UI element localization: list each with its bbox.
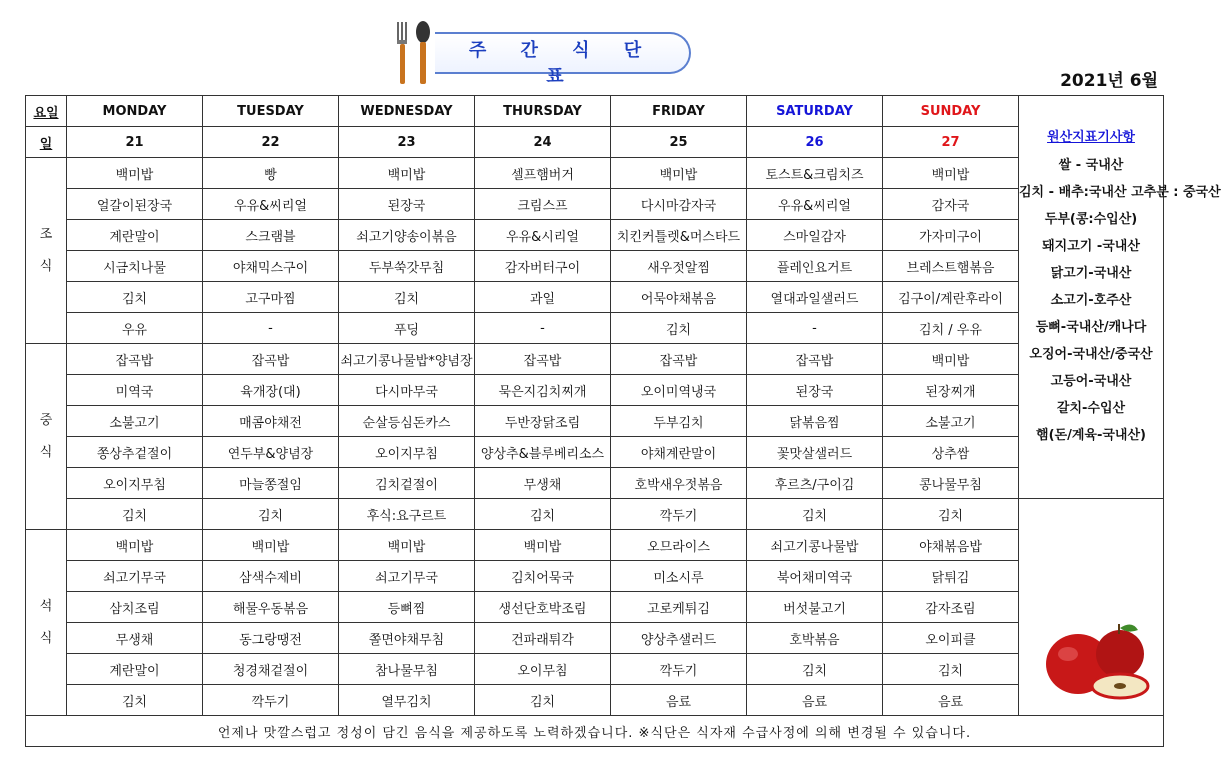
menu-cell: 삼치조림 bbox=[67, 592, 203, 623]
menu-cell: 닭볶음찜 bbox=[747, 406, 883, 437]
menu-cell: 다시마감자국 bbox=[611, 189, 747, 220]
menu-row bbox=[26, 189, 1164, 220]
menu-cell: 무생채 bbox=[67, 623, 203, 654]
menu-cell: 오이미역냉국 bbox=[611, 375, 747, 406]
menu-cell: 쫑상추겉절이 bbox=[67, 437, 203, 468]
fork-knife-icon bbox=[383, 18, 443, 86]
menu-cell: 북어채미역국 bbox=[747, 561, 883, 592]
origin-item: 햄(돈/계육-국내산) bbox=[1036, 428, 1146, 443]
menu-cell: 음료 bbox=[747, 685, 883, 716]
menu-cell: 오이피클 bbox=[883, 623, 1019, 654]
menu-cell: 김치어묵국 bbox=[475, 561, 611, 592]
menu-cell: 된장국 bbox=[747, 375, 883, 406]
menu-cell: 호박볶음 bbox=[747, 623, 883, 654]
menu-cell: 어묵야채볶음 bbox=[611, 282, 747, 313]
meal-label-char: 석 bbox=[39, 598, 53, 614]
menu-cell: 계란말이 bbox=[67, 654, 203, 685]
menu-cell: 김치 bbox=[203, 499, 339, 530]
day-header: TUESDAY bbox=[203, 96, 339, 127]
menu-cell: 감자국 bbox=[883, 189, 1019, 220]
footer-notice: 언제나 맛깔스럽고 정성이 담긴 음식을 제공하도록 노력하겠습니다. ※식단은 식자재 수급사정에 의해 변경될 수 있습니다. bbox=[26, 716, 1164, 747]
menu-cell: 잡곡밥 bbox=[611, 344, 747, 375]
menu-cell: 김치 bbox=[747, 499, 883, 530]
date-header: 23 bbox=[339, 127, 475, 158]
menu-cell: 참나물무침 bbox=[339, 654, 475, 685]
menu-cell: 잡곡밥 bbox=[203, 344, 339, 375]
menu-cell: 연두부&양념장 bbox=[203, 437, 339, 468]
menu-cell: 김치 / 우유 bbox=[883, 313, 1019, 344]
origin-item: 소고기-호주산 bbox=[1050, 293, 1132, 308]
origin-item: 닭고기-국내산 bbox=[1050, 266, 1132, 281]
meal-label bbox=[26, 158, 67, 344]
menu-cell: - bbox=[475, 313, 611, 344]
menu-cell: 상추쌈 bbox=[883, 437, 1019, 468]
date-header: 27 bbox=[883, 127, 1019, 158]
menu-cell: 깍두기 bbox=[611, 499, 747, 530]
origin-panel-space bbox=[1019, 592, 1164, 623]
menu-cell: 야채믹스구이 bbox=[203, 251, 339, 282]
menu-cell: 시금치나물 bbox=[67, 251, 203, 282]
menu-cell: 호박새우젓볶음 bbox=[611, 468, 747, 499]
menu-cell: 후르츠/구이김 bbox=[747, 468, 883, 499]
menu-cell: 등뼈찜 bbox=[339, 592, 475, 623]
menu-row bbox=[26, 437, 1164, 468]
menu-cell: 해물우동볶음 bbox=[203, 592, 339, 623]
menu-cell: 야채계란말이 bbox=[611, 437, 747, 468]
menu-cell: 김구이/계란후라이 bbox=[883, 282, 1019, 313]
menu-row bbox=[26, 313, 1164, 344]
day-header: FRIDAY bbox=[611, 96, 747, 127]
menu-cell: 김치 bbox=[747, 654, 883, 685]
menu-cell: 소불고기 bbox=[883, 406, 1019, 437]
menu-cell: 음료 bbox=[883, 685, 1019, 716]
menu-cell: 백미밥 bbox=[883, 344, 1019, 375]
menu-row bbox=[26, 158, 1164, 189]
menu-cell: 김치겉절이 bbox=[339, 468, 475, 499]
menu-cell: 깍두기 bbox=[611, 654, 747, 685]
menu-cell: 플레인요거트 bbox=[747, 251, 883, 282]
menu-cell: 김치 bbox=[475, 685, 611, 716]
menu-cell: 양상추&블루베리소스 bbox=[475, 437, 611, 468]
page-title: 주 간 식 단 표 bbox=[468, 40, 656, 87]
menu-cell: 푸딩 bbox=[339, 313, 475, 344]
menu-row bbox=[26, 251, 1164, 282]
meal-label-char: 식 bbox=[39, 444, 53, 460]
menu-cell: 다시마무국 bbox=[339, 375, 475, 406]
menu-row bbox=[26, 220, 1164, 251]
menu-cell: 두부김치 bbox=[611, 406, 747, 437]
menu-cell: 콩나물무침 bbox=[883, 468, 1019, 499]
menu-cell: 양상추샐러드 bbox=[611, 623, 747, 654]
month-label: 2021년 6월 bbox=[1060, 71, 1158, 91]
menu-cell: 무생채 bbox=[475, 468, 611, 499]
menu-cell: 백미밥 bbox=[475, 530, 611, 561]
menu-cell: 우유&씨리얼 bbox=[203, 189, 339, 220]
menu-cell: 브레스트햄볶음 bbox=[883, 251, 1019, 282]
menu-cell: 크림스프 bbox=[475, 189, 611, 220]
footer-row bbox=[26, 716, 1164, 747]
menu-cell: 우유&씨리얼 bbox=[747, 189, 883, 220]
menu-cell: 백미밥 bbox=[67, 158, 203, 189]
menu-cell: 된장국 bbox=[339, 189, 475, 220]
menu-cell: 소불고기 bbox=[67, 406, 203, 437]
menu-cell: 김치 bbox=[67, 282, 203, 313]
menu-cell: 과일 bbox=[475, 282, 611, 313]
menu-cell: 우유&시리얼 bbox=[475, 220, 611, 251]
date-header-row bbox=[26, 127, 1164, 158]
menu-cell: 열대과일샐러드 bbox=[747, 282, 883, 313]
menu-cell: 김치 bbox=[67, 685, 203, 716]
menu-cell: 잡곡밥 bbox=[67, 344, 203, 375]
menu-cell: 오이무침 bbox=[475, 654, 611, 685]
meal-label-char: 중 bbox=[39, 412, 53, 428]
menu-cell: 김치 bbox=[67, 499, 203, 530]
menu-cell: 야채볶음밥 bbox=[883, 530, 1019, 561]
menu-cell: 오이지무침 bbox=[339, 437, 475, 468]
menu-cell: 잡곡밥 bbox=[747, 344, 883, 375]
meal-label bbox=[26, 344, 67, 530]
title-area bbox=[383, 18, 693, 86]
origin-item: 쌀 - 국내산 bbox=[1058, 158, 1124, 173]
origin-item: 고등어-국내산 bbox=[1050, 374, 1132, 389]
meal-label-char: 조 bbox=[39, 226, 53, 242]
menu-cell: 감자조림 bbox=[883, 592, 1019, 623]
day-header: SATURDAY bbox=[747, 96, 883, 127]
date-header: 22 bbox=[203, 127, 339, 158]
menu-row bbox=[26, 344, 1164, 375]
menu-cell: 김치 bbox=[883, 654, 1019, 685]
menu-cell: 미소시루 bbox=[611, 561, 747, 592]
menu-cell: 매콤야채전 bbox=[203, 406, 339, 437]
date-header: 21 bbox=[67, 127, 203, 158]
menu-cell: 삼색수제비 bbox=[203, 561, 339, 592]
menu-cell: 두부쑥갓무침 bbox=[339, 251, 475, 282]
menu-cell: 계란말이 bbox=[67, 220, 203, 251]
date-header: 24 bbox=[475, 127, 611, 158]
menu-row bbox=[26, 375, 1164, 406]
weekly-menu-table bbox=[25, 95, 1221, 747]
menu-cell: 닭튀김 bbox=[883, 561, 1019, 592]
menu-cell: 고로케튀김 bbox=[611, 592, 747, 623]
menu-cell: 깍두기 bbox=[203, 685, 339, 716]
menu-cell: 쇠고기콩나물밥 bbox=[747, 530, 883, 561]
menu-row bbox=[26, 406, 1164, 437]
menu-cell: 쇠고기콩나물밥*양념장 bbox=[339, 344, 475, 375]
menu-cell: 버섯불고기 bbox=[747, 592, 883, 623]
menu-cell: 새우젓알찜 bbox=[611, 251, 747, 282]
menu-cell: 백미밥 bbox=[339, 158, 475, 189]
menu-cell: 스크램블 bbox=[203, 220, 339, 251]
origin-title: 원산지표기사항 bbox=[1047, 130, 1135, 145]
date-header: 25 bbox=[611, 127, 747, 158]
menu-cell: 셀프햄버거 bbox=[475, 158, 611, 189]
origin-item: 돼지고기 -국내산 bbox=[1042, 239, 1140, 254]
origin-item: 오징어-국내산/중국산 bbox=[1029, 347, 1153, 362]
day-header: THURSDAY bbox=[475, 96, 611, 127]
menu-cell: 백미밥 bbox=[611, 158, 747, 189]
menu-row bbox=[26, 499, 1164, 530]
menu-row bbox=[26, 592, 1164, 623]
date-header: 26 bbox=[747, 127, 883, 158]
origin-item: 김치 - 배추:국내산 고추분 : 중국산 bbox=[1019, 185, 1221, 200]
menu-row bbox=[26, 468, 1164, 499]
menu-cell: 오이지무침 bbox=[67, 468, 203, 499]
menu-row bbox=[26, 561, 1164, 592]
origin-panel-space bbox=[1019, 499, 1164, 530]
menu-cell: 미역국 bbox=[67, 375, 203, 406]
menu-cell: 육개장(대) bbox=[203, 375, 339, 406]
origin-item: 두부(콩:수입산) bbox=[1044, 212, 1138, 227]
day-header: MONDAY bbox=[67, 96, 203, 127]
menu-row bbox=[26, 623, 1164, 654]
menu-cell: 김치 bbox=[339, 282, 475, 313]
origin-item: 갈치-수입산 bbox=[1056, 401, 1126, 416]
menu-cell: 두반장닭조림 bbox=[475, 406, 611, 437]
menu-cell: 쫄면야채무침 bbox=[339, 623, 475, 654]
menu-cell: 우유 bbox=[67, 313, 203, 344]
menu-cell: 고구마찜 bbox=[203, 282, 339, 313]
menu-cell: 김치 bbox=[883, 499, 1019, 530]
menu-cell: 순살등심돈카스 bbox=[339, 406, 475, 437]
menu-cell: 김치 bbox=[611, 313, 747, 344]
meal-label bbox=[26, 530, 67, 716]
menu-cell: 된장찌개 bbox=[883, 375, 1019, 406]
menu-cell: 생선단호박조림 bbox=[475, 592, 611, 623]
menu-cell: 건파래튀각 bbox=[475, 623, 611, 654]
menu-cell: 꽃맛살샐러드 bbox=[747, 437, 883, 468]
menu-cell: 청경채겉절이 bbox=[203, 654, 339, 685]
menu-cell: 쇠고기무국 bbox=[339, 561, 475, 592]
menu-cell: 스마일감자 bbox=[747, 220, 883, 251]
origin-item: 등뼈-국내산/캐나다 bbox=[1035, 320, 1147, 335]
menu-cell: 얼갈이된장국 bbox=[67, 189, 203, 220]
day-header-row bbox=[26, 96, 1164, 127]
menu-cell: 토스트&크림치즈 bbox=[747, 158, 883, 189]
day-header: WEDNESDAY bbox=[339, 96, 475, 127]
menu-cell: 쇠고기무국 bbox=[67, 561, 203, 592]
menu-row bbox=[26, 654, 1164, 685]
apple-icon bbox=[1040, 620, 1150, 700]
menu-cell: 오므라이스 bbox=[611, 530, 747, 561]
menu-cell: 잡곡밥 bbox=[475, 344, 611, 375]
menu-cell: 마늘쫑절임 bbox=[203, 468, 339, 499]
meal-label-char: 식 bbox=[39, 258, 53, 274]
menu-cell: 백미밥 bbox=[883, 158, 1019, 189]
menu-cell: 백미밥 bbox=[339, 530, 475, 561]
menu-cell: 빵 bbox=[203, 158, 339, 189]
menu-row bbox=[26, 530, 1164, 561]
origin-panel-space bbox=[1019, 561, 1164, 592]
menu-cell: 음료 bbox=[611, 685, 747, 716]
menu-cell: 치킨커틀렛&머스타드 bbox=[611, 220, 747, 251]
menu-cell: 가자미구이 bbox=[883, 220, 1019, 251]
menu-cell: 후식:요구르트 bbox=[339, 499, 475, 530]
menu-cell: 감자버터구이 bbox=[475, 251, 611, 282]
menu-cell: 백미밥 bbox=[203, 530, 339, 561]
menu-row bbox=[26, 685, 1164, 716]
origin-info-panel bbox=[1019, 96, 1221, 499]
menu-cell: 쇠고기양송이볶음 bbox=[339, 220, 475, 251]
menu-cell: - bbox=[203, 313, 339, 344]
date-label: 일 bbox=[26, 127, 67, 158]
menu-cell: - bbox=[747, 313, 883, 344]
meal-label-char: 식 bbox=[39, 630, 53, 646]
menu-cell: 열무김치 bbox=[339, 685, 475, 716]
origin-panel-space bbox=[1019, 530, 1164, 561]
menu-row bbox=[26, 282, 1164, 313]
weekday-label: 요일 bbox=[26, 96, 67, 127]
day-header: SUNDAY bbox=[883, 96, 1019, 127]
menu-cell: 김치 bbox=[475, 499, 611, 530]
menu-cell: 동그랑땡전 bbox=[203, 623, 339, 654]
menu-cell: 백미밥 bbox=[67, 530, 203, 561]
menu-cell: 묵은지김치찌개 bbox=[475, 375, 611, 406]
